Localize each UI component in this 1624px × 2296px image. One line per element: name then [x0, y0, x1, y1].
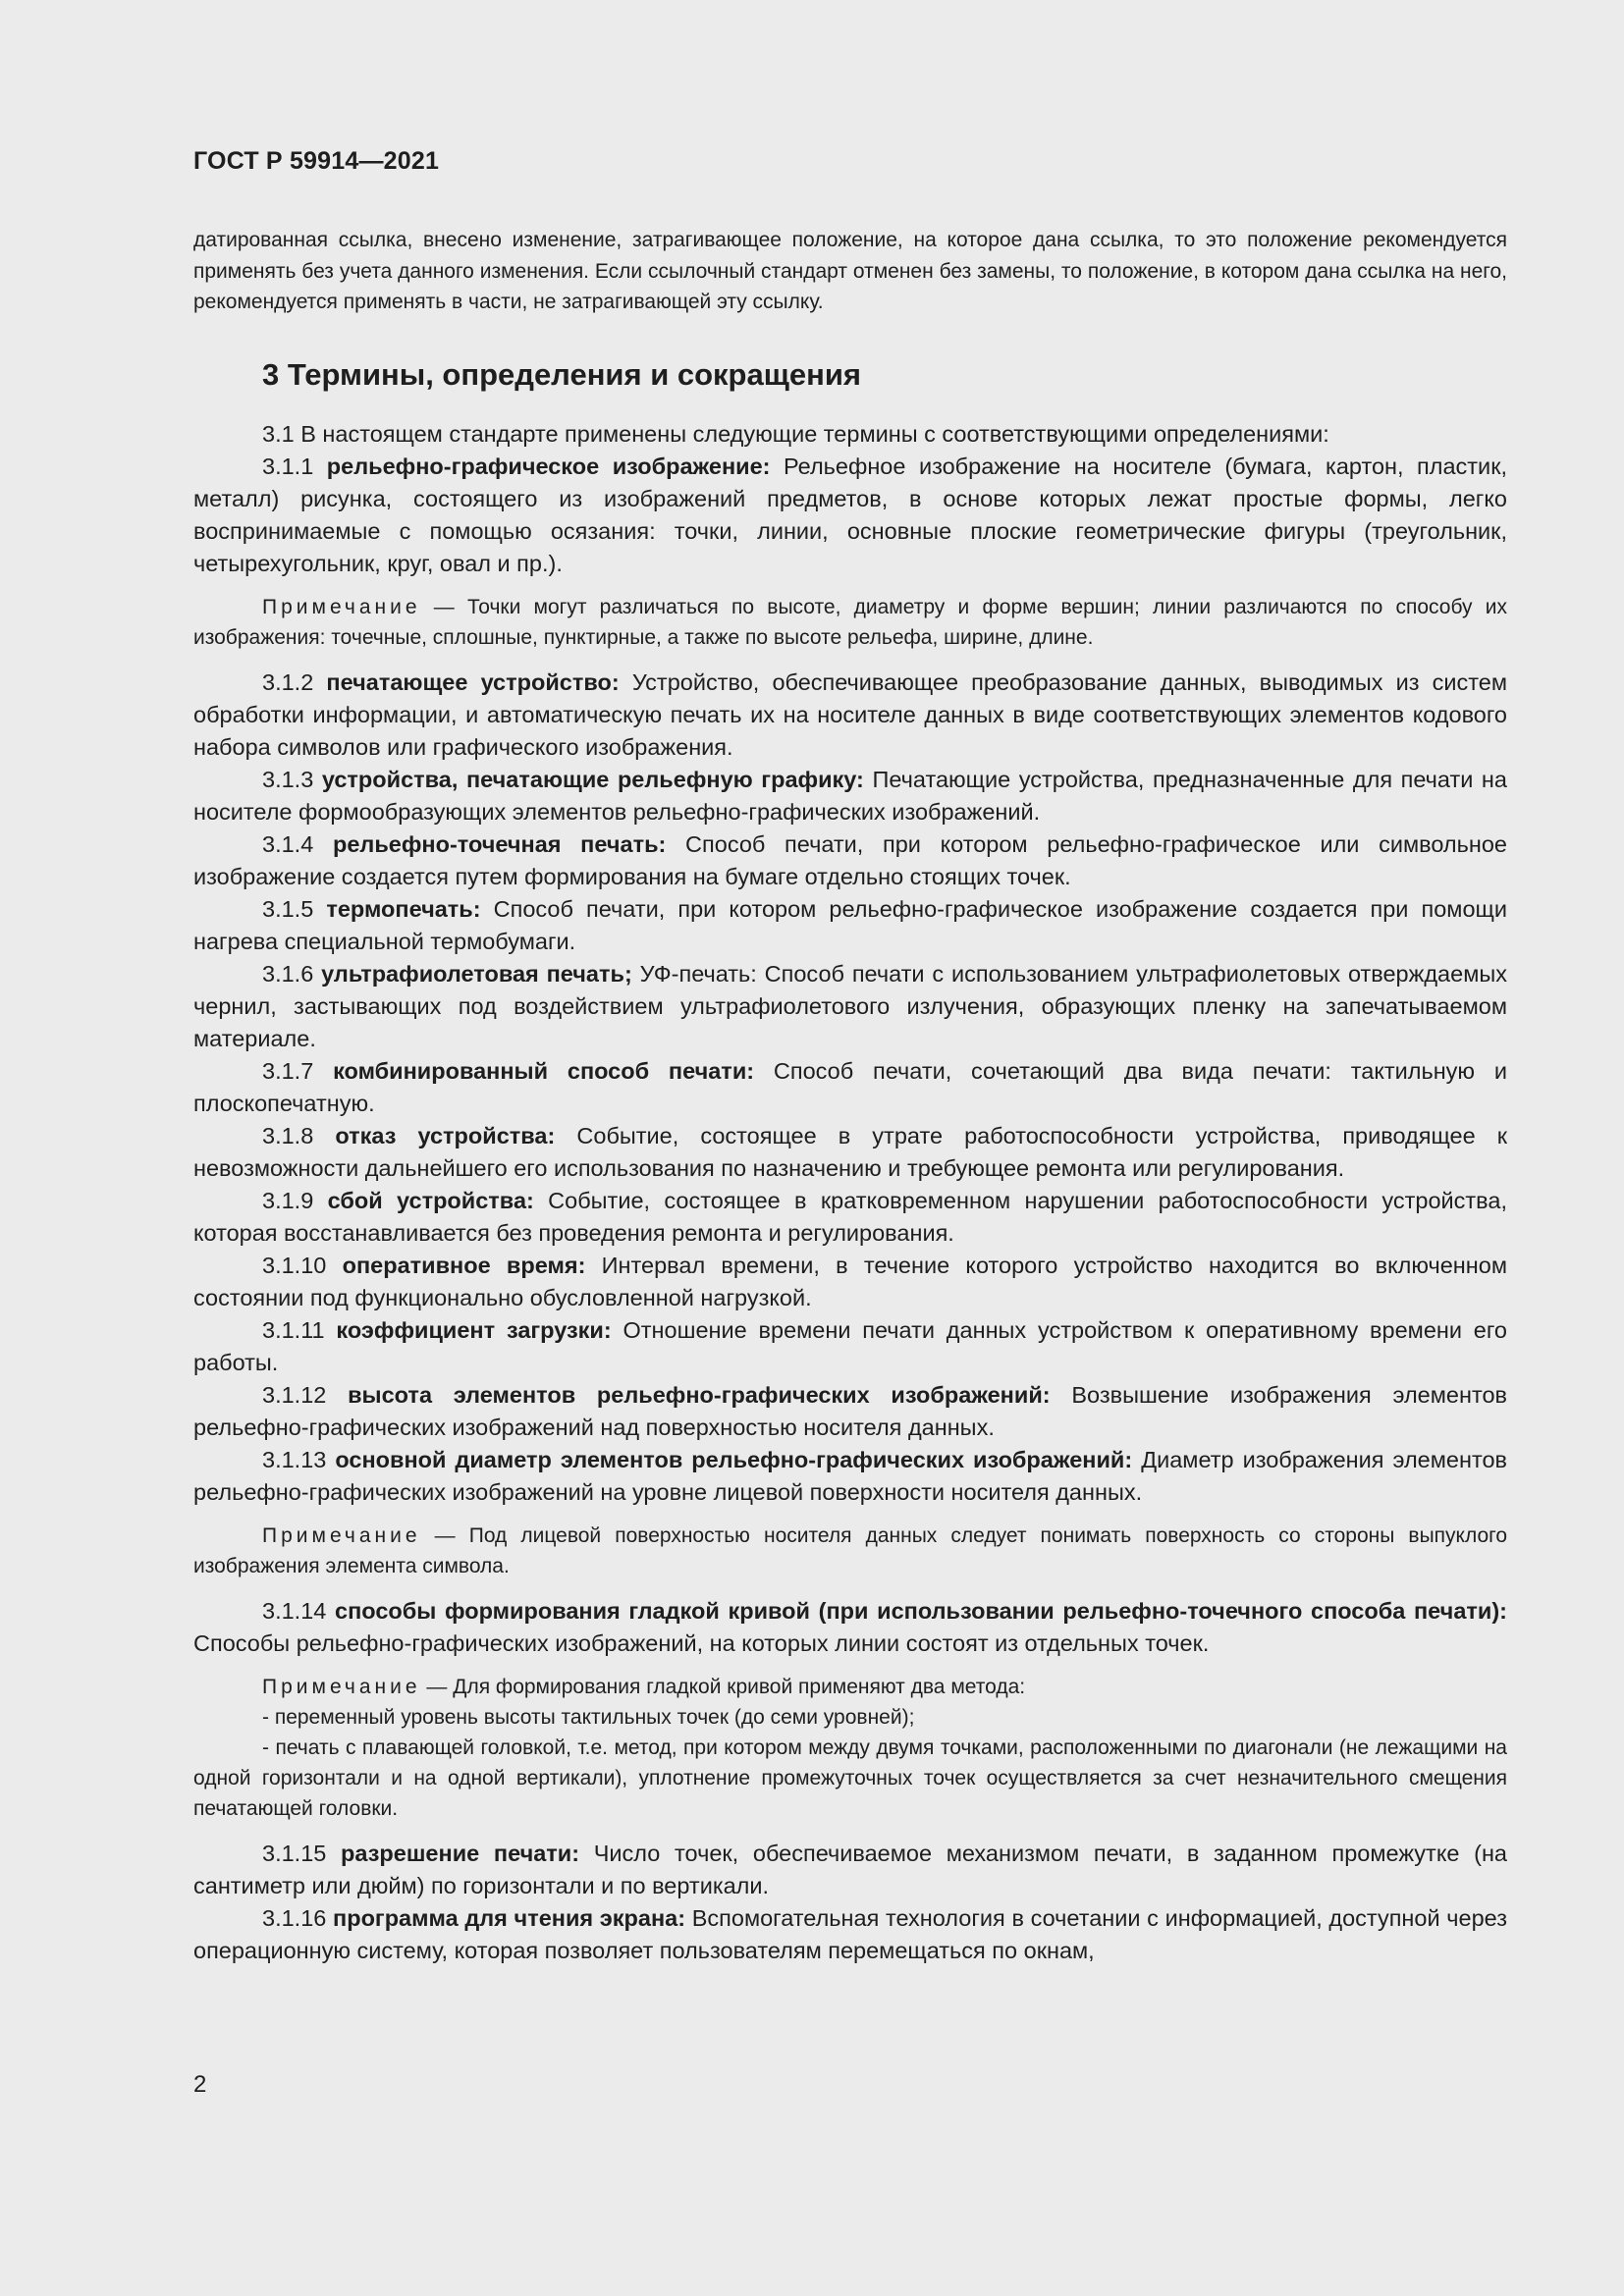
term-3-1-7: 3.1.7 комбинированный способ печати: Способ печати, сочетающий два вида печати: тактильную и плоскопечатную.: [193, 1057, 1507, 1116]
term-3-1-12: 3.1.12 высота элементов рельефно-графических изображений: Возвышение изображения элементов рельефно-графических изображений над поверхностью носителя данных.: [193, 1381, 1507, 1440]
term-3-1-5: 3.1.5 термопечать: Способ печати, при котором рельефно-графическое изображение создается при помощи нагрева специальной термобумаги.: [193, 895, 1507, 954]
term-3-1-8: 3.1.8 отказ устройства: Событие, состоящее в утрате работоспособности устройства, приводящее к невозможности дальнейшего его использования по назначению и требующее ремонта или регулирования.: [193, 1122, 1508, 1181]
note-3: Примечание — Для формирования гладкой кривой применяют два метода: - переменный уровень высоты тактильных точек (до семи уровней); - печать с плавающей головкой, т.е. метод, при котором между двумя точками, расположенными по диагонали (не лежащими на одной горизонтали и на одной вертикали), уплотнение промежуточных точек осуществляется за счет незначительного смещения печатающей головки.: [193, 1672, 1507, 1824]
intro-paragraph: датированная ссылка, внесено изменение, затрагивающее положение, на которое дана ссылка, то это положение рекомендуется применять без учета данного изменения. Если ссылочный стандарт отменен без замены, то положение, в котором дана ссылка на него, рекомендуется применять в части, не затрагивающей эту ссылку.: [193, 229, 1507, 313]
note-1: Примечание — Точки могут различаться по высоте, диаметру и форме вершин; линии различаются по способу их изображения: точечные, сплошные, пунктирные, а также по высоте рельефа, ширине, длине.: [193, 595, 1507, 649]
term-3-1-4: 3.1.4 рельефно-точечная печать: Способ печати, при котором рельефно-графическое или символьное изображение создается путем формирования на бумаге отдельно стоящих точек.: [193, 830, 1507, 889]
page-number: 2: [193, 2071, 207, 2098]
document-page: [193, 147, 1507, 1967]
note-3-item-2: - печать с плавающей головкой, т.е. метод, при котором между двумя точками, расположенными по диагонали (не лежащими на одной горизонтали и на одной вертикали), уплотнение промежуточных точек осуществляется за счет незначительного смещения печатающей головки.: [193, 1735, 1507, 1820]
term-3-1-9: 3.1.9 сбой устройства: Событие, состоящее в кратковременном нарушении работоспособности устройства, которая восстанавливается без проведения ремонта и регулирования.: [193, 1187, 1508, 1246]
term-3-1-10: 3.1.10 оперативное время: Интервал времени, в течение которого устройство находится во включенном состоянии под функционально обусловленной нагрузкой.: [193, 1252, 1507, 1310]
standard-header: ГОСТ Р 59914—2021: [193, 147, 440, 175]
term-3-1-6: 3.1.6 ультрафиолетовая печать; УФ-печать: Способ печати с использованием ультрафиолетовых отверждаемых чернил, застывающих под воздействием ультрафиолетового излучения, образующих пленку на запечатываемом материале.: [193, 960, 1507, 1051]
term-3-1-14: 3.1.14 способы формирования гладкой кривой (при использовании рельефно-точечного способа печати): Способы рельефно-графических изображений, на которых линии состоят из отдельных точек.: [193, 1597, 1507, 1656]
term-3-1-13: 3.1.13 основной диаметр элементов рельефно-графических изображений: Диаметр изображения элементов рельефно-графических изображений на уровне лицевой поверхности носителя данных.: [193, 1446, 1507, 1505]
term-3-1-15: 3.1.15 разрешение печати: Число точек, обеспечиваемое механизмом печати, в заданном промежутке (на сантиметр или дюйм) по горизонтали и по вертикали.: [193, 1840, 1507, 1898]
paragraph-3-1: 3.1 В настоящем стандарте применены следующие термины с соответствующими определениями:: [262, 420, 1329, 447]
term-3-1-11: 3.1.11 коэффициент загрузки: Отношение времени печати данных устройством к оперативному времени его работы.: [193, 1316, 1508, 1375]
term-3-1-16: 3.1.16 программа для чтения экрана: Вспомогательная технология в сочетании с информацией, доступной через операционную систему, которая позволяет пользователям перемещаться по окнам,: [193, 1904, 1507, 1963]
note-3-item-1: - переменный уровень высоты тактильных точек (до семи уровней);: [262, 1705, 915, 1729]
term-3-1-2: 3.1.2 печатающее устройство: Устройство, обеспечивающее преобразование данных, выводимых из систем обработки информации, и автоматическую печать их на носителе данных в виде соответствующих элементов кодового набора символов или графического изображения.: [193, 668, 1508, 760]
section-title: 3 Термины, определения и сокращения: [262, 356, 861, 392]
term-3-1-1: 3.1.1 рельефно-графическое изображение: Рельефное изображение на носителе (бумага, картон, пластик, металл) рисунка, состоящего из изображений предметов, в основе которых лежат простые формы, легко воспринимаемые с помощью осязания: точки, линии, основные плоские геометрические фигуры (треугольник, четырехугольник, круг, овал и пр.).: [193, 453, 1507, 576]
term-3-1-3: 3.1.3 устройства, печатающие рельефную графику: Печатающие устройства, предназначенные для печати на носителе формообразующих элементов рельефно-графических изображений.: [193, 766, 1507, 825]
note-2: Примечание — Под лицевой поверхностью носителя данных следует понимать поверхность со стороны выпуклого изображения элемента символа.: [193, 1523, 1508, 1577]
